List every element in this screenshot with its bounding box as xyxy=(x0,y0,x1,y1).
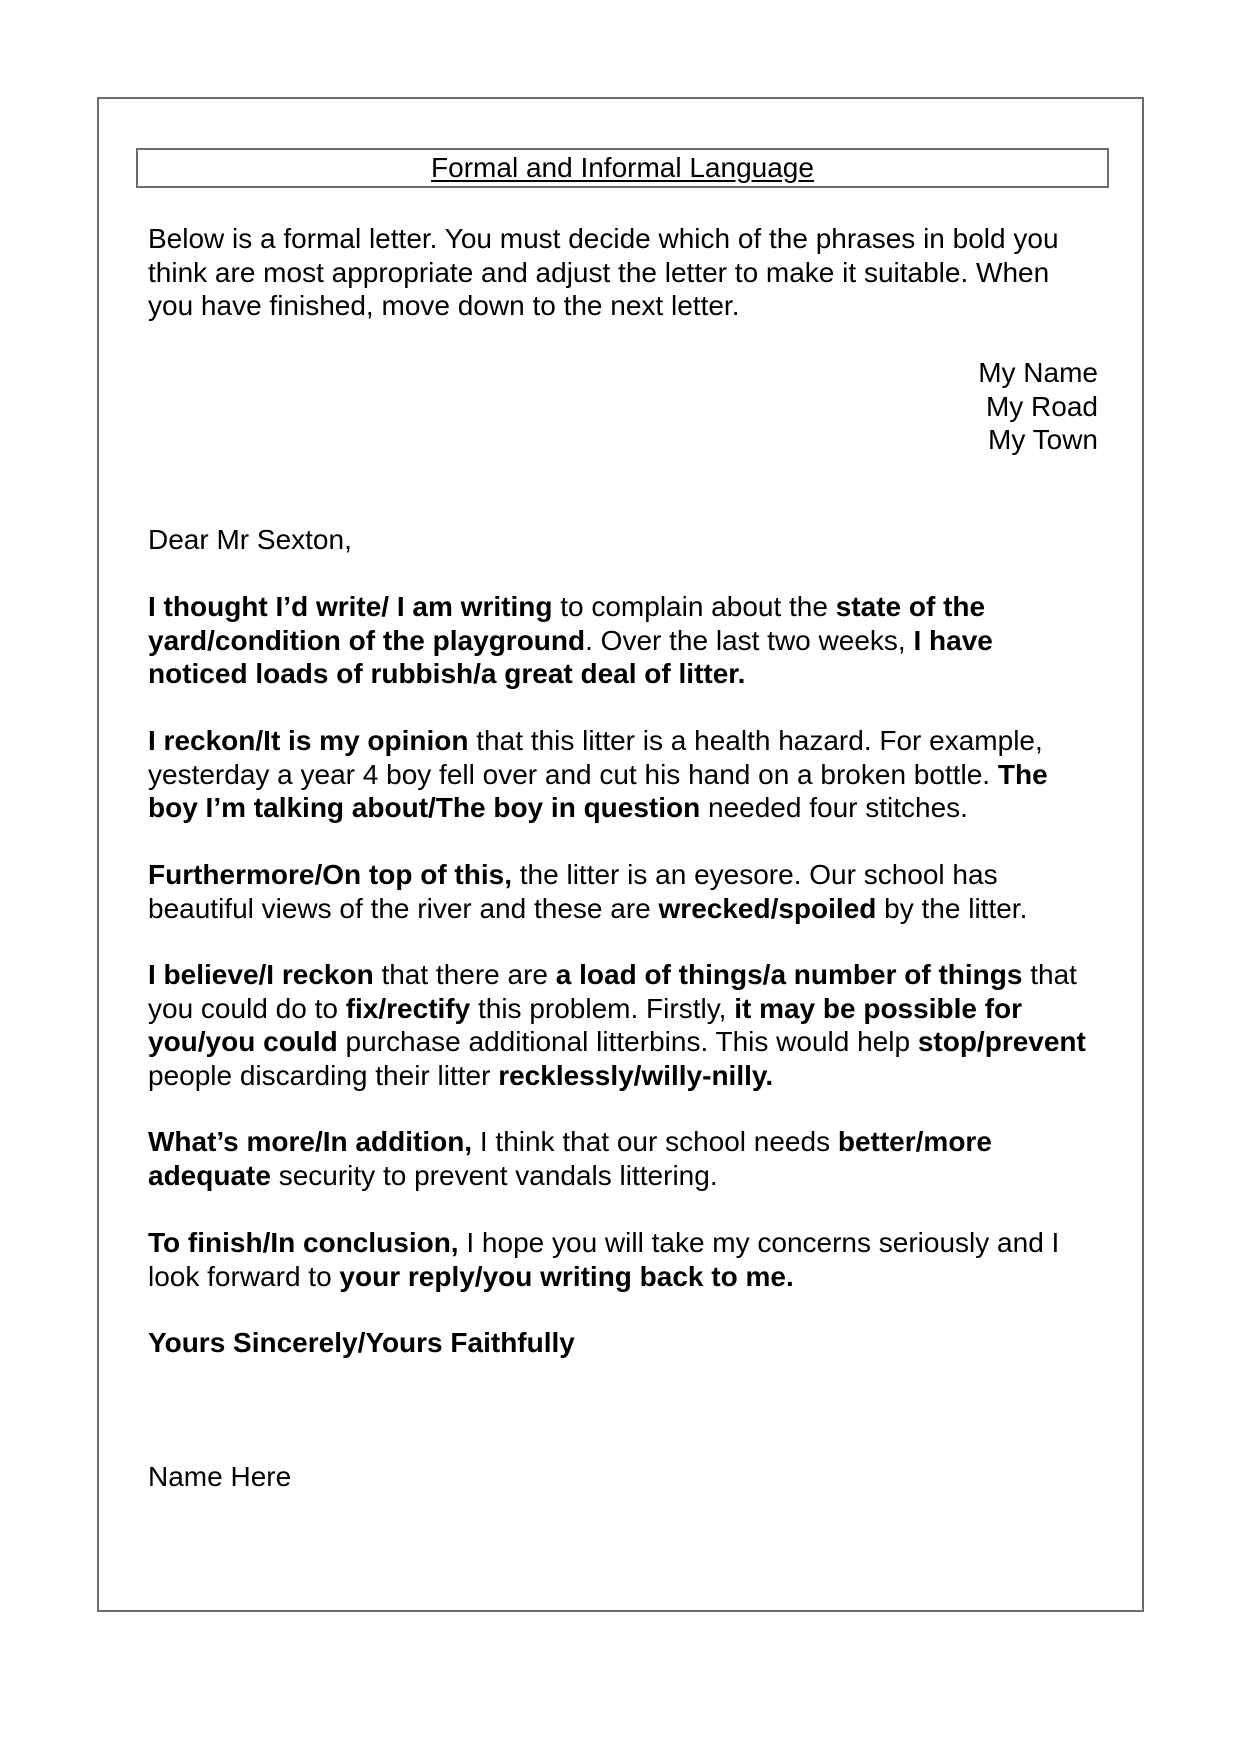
bold-phrase-option: The boy I’m talking about/The boy in question xyxy=(148,758,1048,824)
address-road: My Road xyxy=(985,390,1098,422)
bold-phrase-option: To finish/In conclusion, xyxy=(148,1227,459,1258)
letter-text: this problem. Firstly, xyxy=(470,992,735,1024)
bold-phrase-option: wrecked/spoiled xyxy=(658,892,877,924)
letter-text: security to prevent vandals littering. xyxy=(270,1159,718,1191)
letter-text: . Over the last two weeks, xyxy=(585,624,914,656)
bold-phrase-option: it may be possible for you/you could xyxy=(148,992,1023,1058)
paragraph-3 xyxy=(148,858,1098,925)
letter-text: that there are xyxy=(373,959,556,990)
bold-phrase-option: your reply/you writing back to me. xyxy=(339,1260,794,1292)
page-frame xyxy=(97,97,1144,1612)
letter-text: by the litter. xyxy=(876,892,1028,924)
bold-phrase-option: stop/prevent xyxy=(917,1026,1086,1058)
letter-text: that this litter is a health hazard. For example, yesterday a year 4 boy fell over and cut his hand on a broken bottle. xyxy=(148,725,1043,790)
bold-phrase-option: I have noticed loads of rubbish/a great deal of litter. xyxy=(148,624,993,690)
address-name: My Name xyxy=(978,357,1098,388)
bold-phrase-option: fix/rectify xyxy=(345,992,471,1024)
letter-text: to complain about the xyxy=(552,591,836,622)
bold-phrase-option: What’s more/In addition, xyxy=(148,1126,473,1157)
bold-phrase-option: I thought I’d write/ I am writing xyxy=(148,591,553,622)
paragraph-6 xyxy=(148,1226,1098,1293)
page-title: Formal and Informal Language xyxy=(431,152,814,183)
instructions: Below is a formal letter. You must decide which of the phrases in bold you think are most appropriate and adjust the letter to make it suitable. When you have finished, move down to the next letter. xyxy=(148,223,1059,322)
address-town: My Town xyxy=(988,424,1098,456)
bold-phrase-option: I believe/I reckon xyxy=(148,959,374,990)
paragraph-4 xyxy=(148,958,1098,1092)
closing: Yours Sincerely/Yours Faithfully xyxy=(148,1327,575,1358)
bold-phrase-option: state of the yard/condition of the playground xyxy=(148,591,986,656)
bold-phrase-option: recklessly/willy-nilly. xyxy=(498,1059,774,1091)
letter-text: that you could do to xyxy=(148,959,1077,1024)
salutation: Dear Mr Sexton, xyxy=(148,524,352,555)
letter-text: purchase additional litterbins. This would help xyxy=(337,1026,918,1058)
title-box xyxy=(136,148,1109,188)
bold-phrase-option: I reckon/It is my opinion xyxy=(148,725,469,756)
bold-phrase-option: Furthermore/On top of this, xyxy=(148,859,512,890)
paragraph-2 xyxy=(148,724,1098,825)
letter-text: I hope you will take my concerns seriously and I look forward to xyxy=(148,1227,1060,1292)
signature: Name Here xyxy=(148,1461,292,1492)
paragraph-5 xyxy=(148,1125,1098,1192)
letter-text: needed four stitches. xyxy=(700,792,968,824)
sender-address xyxy=(978,356,1098,457)
bold-phrase-option: better/more adequate xyxy=(148,1126,992,1191)
letter-text: the litter is an eyesore. Our school has beautiful views of the river and these are xyxy=(148,859,998,924)
paragraph-1 xyxy=(148,590,1098,691)
bold-phrase-option: a load of things/a number of things xyxy=(555,959,1023,990)
letter-text: people discarding their litter xyxy=(148,1059,499,1091)
letter-text: I think that our school needs xyxy=(472,1126,838,1157)
